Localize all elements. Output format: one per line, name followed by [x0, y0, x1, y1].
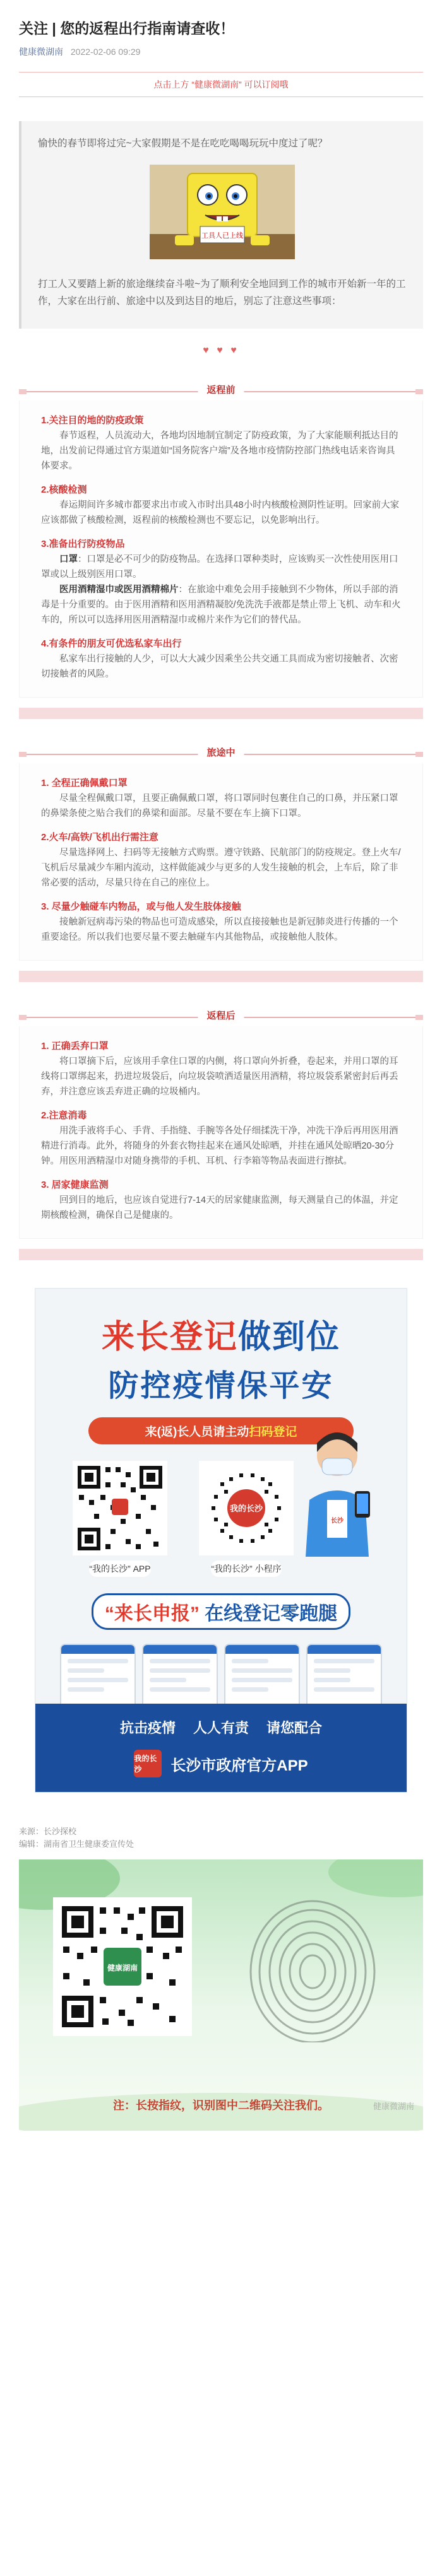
- poster-slogan: “来长申报” 在线登记零跑腿: [35, 1593, 407, 1630]
- section-before-title: [19, 378, 423, 401]
- item-lead-text: ：在旅途中难免会用手接触到不少物体，所以手部的消毒是十分重要的。由于医用酒精和医用酒精凝胶/免洗洗手液都是禁止带上飞机、动车和火车的，所以可以选择用医用酒精湿巾或棉片来作为它们的替代品。: [41, 585, 401, 625]
- qr-code-app[interactable]: [73, 1461, 167, 1555]
- publish-date: 2022-02-06 09:29: [70, 47, 141, 57]
- motto-1: 抗击疫情: [119, 1720, 176, 1736]
- qr-code-miniprogram[interactable]: [199, 1461, 294, 1555]
- item-lead: 医用酒精湿巾或医用酒精棉片: [59, 585, 179, 595]
- registration-poster: [35, 1288, 407, 1793]
- editor-line: 编辑：湖南省卫生健康委宣传处: [19, 1839, 134, 1849]
- fingerprint-icon[interactable]: [246, 1897, 379, 2042]
- during-item-2: [41, 830, 401, 891]
- section-after-label: 返程后: [198, 1009, 244, 1022]
- section-during-content: [19, 763, 423, 961]
- item-heading: 1. 全程正确佩戴口罩: [41, 778, 128, 788]
- my-changsha-logo: 我的长沙: [134, 1750, 162, 1777]
- item-lead-text: ：口罩是必不可少的防疫物品。在选择口罩种类时，应该购买一次性使用医用口罩或以上级别医用口罩。: [41, 554, 398, 580]
- item-heading: 2.核酸检测: [41, 484, 87, 495]
- poster-app-line: [35, 1750, 407, 1777]
- intro-paragraph-2: 打工人又要踏上新的旅途继续奋斗啦~为了顺利安全地回到工作的城市开始新一年的工作，大家在出行前、旅途中以及到达目的地后，别忘了注意这些事项：: [38, 279, 406, 307]
- follow-hint[interactable]: 点击上方 “健康微湖南” 可以订阅哦: [19, 72, 423, 97]
- source-line: 来源：长沙探校: [19, 1827, 77, 1836]
- motto-3: 请您配合: [266, 1720, 323, 1736]
- article-source: [19, 1825, 423, 1851]
- section-during-label: 旅途中: [198, 746, 244, 759]
- qr-app-group: [69, 1461, 170, 1577]
- section-before-content: [19, 401, 423, 698]
- item-heading: 3.准备出行防疫物品: [41, 539, 125, 549]
- after-item-2: [41, 1108, 401, 1169]
- intro-paragraph-1: 愉快的春节即将过完~大家假期是不是在吃吃喝喝玩玩中度过了呢？: [38, 138, 328, 149]
- section-after-content: [19, 1026, 423, 1239]
- item-lead: 口罩: [59, 554, 78, 565]
- poster-headline-2: 防控疫情保平安: [108, 1369, 334, 1403]
- after-item-1: [41, 1039, 401, 1099]
- qr-center-logo-text: 健康湖南: [107, 1964, 138, 1972]
- item-text: 用洗手液将手心、手背、手指缝、手腕等各处仔细揉洗干净，冲洗干净后再用医用酒精进行消毒。此外，将随身的外套衣物挂起来在通风处晾晒，并挂在通风处晾晒20-30分钟。用医用酒精湿巾对随身携带的手机、耳机、行李箱等物品表面进行擦拭。: [41, 1126, 398, 1166]
- poster-app-name: 长沙市政府官方APP: [170, 1757, 308, 1774]
- poster-footer: [35, 1704, 407, 1792]
- item-text: [41, 582, 401, 628]
- poster-mottos: [35, 1704, 407, 1737]
- follow-caption: 注：长按指纹，识别图中二维码关注我们。: [113, 2099, 329, 2112]
- meme-sign-text: 工具人已上线: [201, 231, 243, 240]
- item-text: 接触新冠病毒污染的物品也可造成感染，所以直接接触也是新冠肺炎进行传播的一个重要途径。所以我们也要尽量不要去触碰车内其他物品，或接触他人肢体。: [41, 917, 398, 942]
- item-text: 春节返程，人员流动大，各地均因地制宜制定了防疫政策，为了大家能顺利抵达目的地，出发前记得通过官方渠道如“国务院客户端”及各地市疫情防控部门热线电话来咨询具体要求。: [41, 431, 398, 471]
- item-text: 私家车出行接触的人少，可以大大减少因乘坐公共交通工具而成为密切接触者、次密切接触者的风险。: [41, 654, 398, 679]
- section-divider-band: [19, 1249, 423, 1260]
- after-item-3: [41, 1178, 401, 1223]
- before-item-1: [41, 413, 401, 474]
- section-after-title: [19, 1004, 423, 1026]
- article-meta: [19, 45, 423, 58]
- qr-app-caption: “我的长沙” APP: [89, 1560, 150, 1577]
- item-heading: 3. 居家健康监测: [41, 1180, 109, 1190]
- heart-divider: ♥ ♥ ♥: [203, 345, 239, 356]
- section-divider-band: [19, 708, 423, 719]
- item-text: 尽量选择网上、扫码等无接触方式购票。遵守铁路、民航部门的防疫规定。登上火车/飞机后尽量减少车厢内流动，这样做能减少与更多的人发生接触的机会，上车后，除了非常必要的活动，尽量只待在自己的座位上。: [41, 848, 401, 888]
- before-item-4: [41, 636, 401, 682]
- item-heading: 1.关注目的地的防疫政策: [41, 415, 144, 426]
- item-text: 尽量全程佩戴口罩，且要正确佩戴口罩，将口罩同时包裹住自己的口鼻，并压紧口罩的鼻梁条使之贴合我们的鼻梁和面部。尽量不要在车上摘下口罩。: [41, 793, 398, 819]
- item-text: 将口罩摘下后，应该用手拿住口罩的内侧，将口罩向外折叠，卷起来，并用口罩的耳线将口罩绑起来，扔进垃圾袋后，向垃圾袋喷洒适量医用酒精，将垃圾袋系紧密封后再丢弃，并注意应该丢弃进正确的垃圾桶内。: [41, 1057, 398, 1097]
- section-during-title: [19, 741, 423, 763]
- section-before-label: 返程前: [198, 383, 244, 396]
- item-heading: 3. 尽量少触碰车内物品，或与他人发生肢体接触: [41, 901, 241, 912]
- item-text: 回到目的地后，也应该自觉进行7-14天的居家健康监测，每天测量自己的体温，并定期核酸检测，确保自己是健康的。: [41, 1195, 398, 1221]
- qr-miniprogram-group: [196, 1461, 297, 1577]
- account-watermark: 健康微湖南: [373, 2102, 414, 2111]
- motto-2: 人人有责: [193, 1720, 249, 1736]
- author-link[interactable]: 健康微湖南: [19, 47, 63, 57]
- item-heading: 4.有条件的朋友可优选私家车出行: [41, 638, 182, 649]
- item-heading: 2.注意消毒: [41, 1110, 87, 1121]
- item-heading: 2.火车/高铁/飞机出行需注意: [41, 832, 158, 843]
- item-text: [41, 552, 401, 582]
- spongebob-meme-image: [150, 165, 295, 259]
- during-item-1: [41, 776, 401, 821]
- mini-logo-text: 我的长沙: [229, 1504, 263, 1514]
- section-divider-band: [19, 971, 423, 982]
- before-item-3: [41, 537, 401, 628]
- qr-miniprogram-caption: “我的长沙” 小程序: [211, 1560, 281, 1577]
- before-item-2: [41, 483, 401, 528]
- article-title: 关注 | 您的返程出行指南请查收！: [19, 20, 235, 37]
- follow-qr-banner: [19, 1859, 423, 2131]
- masked-person-illustration: [287, 1424, 381, 1557]
- item-text: 春运期间许多城市都要求出市或入市时出具48小时内核酸检测阴性证明。回家前大家应该都做了核酸检测，返程前的核酸检测也不要忘记，以免影响出行。: [41, 500, 400, 525]
- poster-scan-pill: 来(返)长人员请主动扫码登记: [88, 1417, 354, 1444]
- intro-box: [19, 121, 423, 329]
- follow-qr-code[interactable]: [53, 1897, 192, 2036]
- during-item-3: [41, 899, 401, 945]
- person-brand-text: 长沙: [331, 1518, 343, 1525]
- item-heading: 1. 正确丢弃口罩: [41, 1041, 109, 1051]
- poster-headline-1: 来长登记做到位: [101, 1319, 341, 1355]
